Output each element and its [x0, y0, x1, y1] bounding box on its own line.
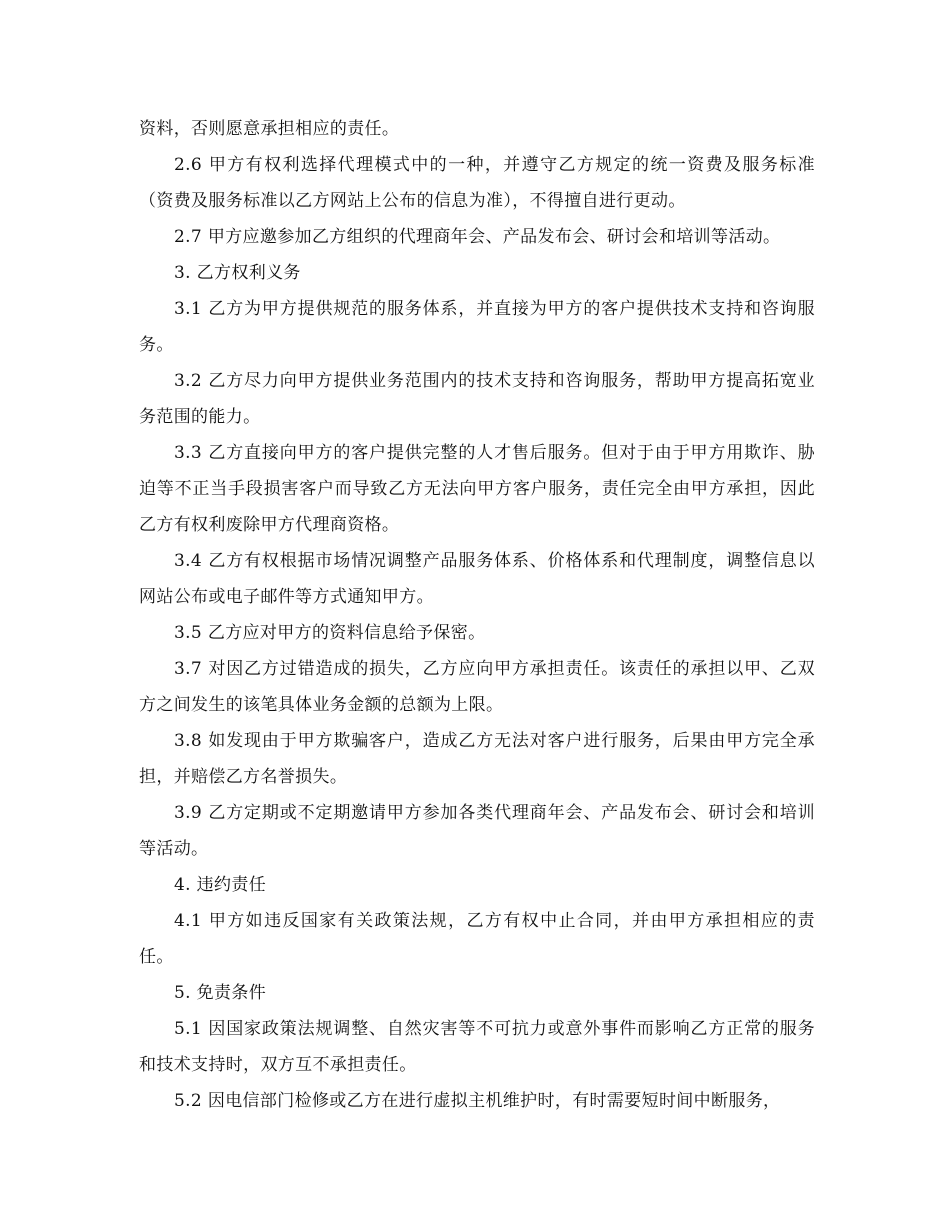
clause-2-7: 2.7 甲方应邀参加乙方组织的代理商年会、产品发布会、研讨会和培训等活动。 [174, 227, 781, 247]
clause-3-7: 3.7 对因乙方过错造成的损失，乙方应向甲方承担责任。该责任的承担以甲、乙双方之间发生的该笔具体业务金额的总额为上限。 [139, 659, 815, 715]
section-heading-4: 4. 违约责任 [174, 875, 267, 895]
clause-3-4: 3.4 乙方有权根据市场情况调整产品服务体系、价格体系和代理制度，调整信息以网站公布或电子邮件等方式通知甲方。 [139, 551, 815, 607]
section-heading-5: 5. 免责条件 [174, 983, 267, 1003]
clause-3-1: 3.1 乙方为甲方提供规范的服务体系，并直接为甲方的客户提供技术支持和咨询服务。 [139, 299, 815, 355]
clause-2-6: 2.6 甲方有权利选择代理模式中的一种，并遵守乙方规定的统一资费及服务标准（资费及服务标准以乙方网站上公布的信息为准），不得擅自进行更动。 [139, 155, 815, 211]
clause-5-1: 5.1 因国家政策法规调整、自然灾害等不可抗力或意外事件而影响乙方正常的服务和技术支持时，双方互不承担责任。 [139, 1019, 815, 1075]
paragraph-continuation: 资料，否则愿意承担相应的责任。 [139, 119, 400, 139]
clause-5-2: 5.2 因电信部门检修或乙方在进行虚拟主机维护时，有时需要短时间中断服务， [174, 1091, 781, 1111]
clause-3-3: 3.3 乙方直接向甲方的客户提供完整的人才售后服务。但对于由于甲方用欺诈、胁迫等不正当手段损害客户而导致乙方无法向甲方客户服务，责任完全由甲方承担，因此乙方有权利废除甲方代理商资格。 [139, 443, 815, 535]
clause-3-5: 3.5 乙方应对甲方的资料信息给予保密。 [174, 623, 486, 643]
clause-3-8: 3.8 如发现由于甲方欺骗客户，造成乙方无法对客户进行服务，后果由甲方完全承担，并赔偿乙方名誉损失。 [139, 731, 815, 787]
clause-4-1: 4.1 甲方如违反国家有关政策法规，乙方有权中止合同，并由甲方承担相应的责任。 [139, 911, 815, 967]
clause-3-2: 3.2 乙方尽力向甲方提供业务范围内的技术支持和咨询服务，帮助甲方提高拓宽业务范围的能力。 [139, 371, 815, 427]
section-heading-3: 3. 乙方权利义务 [174, 263, 301, 283]
clause-3-9: 3.9 乙方定期或不定期邀请甲方参加各类代理商年会、产品发布会、研讨会和培训等活动。 [139, 803, 815, 859]
document-body [139, 111, 815, 1119]
